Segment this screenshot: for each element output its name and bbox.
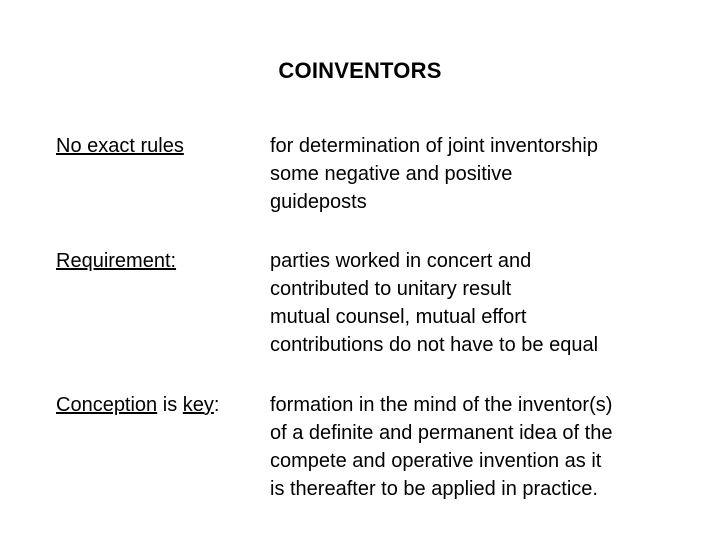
body-line: formation in the mind of the inventor(s) [270, 394, 613, 416]
label-text: Requirement: [56, 250, 177, 272]
label-colon: : [213, 394, 220, 416]
body-line: of a definite and permanent idea of the [270, 422, 613, 444]
body-line: is thereafter to be applied in practice. [270, 478, 598, 500]
slide-title: COINVENTORS [278, 58, 442, 83]
label-word-is: is [157, 394, 183, 416]
body-line: mutual counsel, mutual effort [270, 306, 527, 328]
label-word-key: key [182, 394, 214, 416]
body-line: contributed to unitary result [270, 278, 512, 300]
body-line: for determination of joint inventorship [270, 135, 598, 157]
row-body-requirement [270, 247, 598, 359]
body-line: parties worked in concert and [270, 250, 532, 272]
label-text: No exact rules [56, 135, 184, 157]
row-body-conception [270, 391, 612, 503]
label-word-conception: Conception [56, 394, 158, 416]
row-label-conception [56, 391, 219, 419]
body-line: some negative and positive [270, 163, 513, 185]
row-body-no-exact-rules [270, 132, 598, 216]
body-line: contributions do not have to be equal [270, 334, 599, 356]
row-label-requirement [56, 247, 176, 275]
body-line: guideposts [270, 191, 367, 213]
row-label-no-exact-rules [56, 132, 184, 160]
body-line: compete and operative invention as it [270, 450, 602, 472]
